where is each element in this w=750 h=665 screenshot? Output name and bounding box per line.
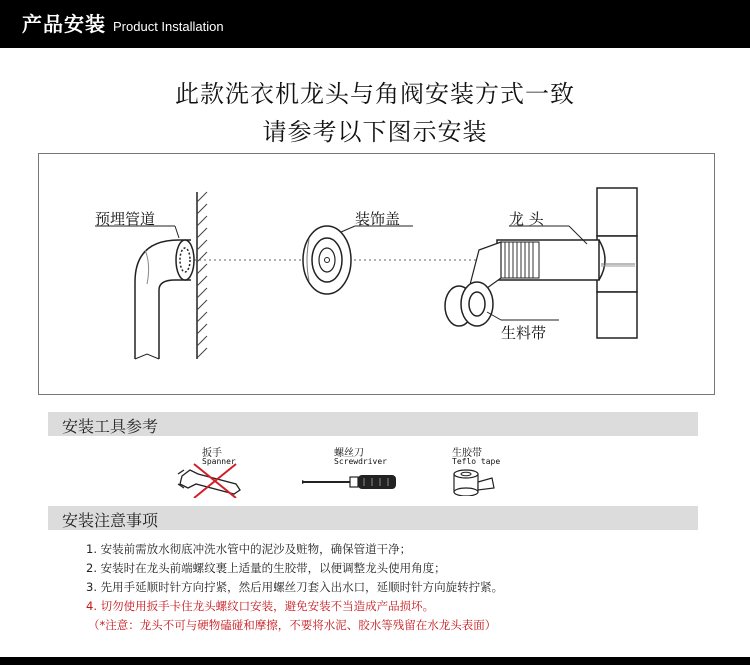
tape-roll-icon [448, 444, 508, 496]
notes-section-bar [48, 506, 698, 530]
tool-tape-zh: 生胶带 [452, 448, 482, 459]
wrench-crossed-out-icon [176, 444, 256, 498]
label-tape: 生料带 [501, 324, 547, 342]
installation-diagram [38, 153, 715, 395]
footer-bar [0, 657, 750, 665]
label-cover: 装饰盖 [355, 210, 401, 228]
tape-roll-on-faucet-icon [445, 282, 493, 326]
note-warning: （*注意：龙头不可与硬物磕碰和摩擦，不要将水泥、胶水等残留在水龙头表面） [88, 618, 497, 632]
thread-icon [501, 242, 539, 278]
note-item-caution: 4. 切勿使用扳手卡住龙头螺纹口安装，避免安装不当造成产品损坏。 [86, 599, 435, 613]
headline-line-1: 此款洗衣机龙头与角阀安装方式一致 [175, 80, 575, 108]
decorative-cover-icon [303, 226, 351, 294]
header-title-zh: 产品安装 [22, 12, 106, 36]
notes-section-title: 安装注意事项 [62, 511, 159, 530]
tools-section-bar [48, 412, 698, 436]
tool-spanner [176, 444, 256, 498]
tool-screwdriver [302, 444, 402, 494]
tool-spanner-zh: 扳手 [202, 448, 222, 459]
label-embedded-pipe: 预埋管道 [95, 210, 156, 228]
tool-screwdriver-zh: 螺丝刀 [334, 448, 364, 459]
tool-screwdriver-en: Screwdriver [334, 457, 387, 466]
header-title-en: Product Installation [113, 19, 224, 34]
tool-spanner-en: Spanner [202, 457, 236, 466]
page-header [0, 0, 750, 48]
tool-tape-en: Teflo tape [452, 457, 501, 466]
headline-line-2: 请参考以下图示安装 [262, 118, 488, 146]
installation-diagram-svg [39, 154, 714, 394]
screwdriver-icon [302, 444, 402, 494]
tools-section-title: 安装工具参考 [62, 417, 159, 436]
notes-list [86, 540, 706, 635]
note-item: 1. 安装前需放水彻底冲洗水管中的泥沙及赃物，确保管道干净； [86, 542, 412, 556]
embedded-pipe-icon [135, 240, 194, 359]
note-item: 3. 先用手延顺时针方向拧紧，然后用螺丝刀套入出水口，延顺时针方向旋转拧紧。 [86, 580, 504, 594]
tool-tape [448, 444, 508, 496]
note-item: 2. 安装时在龙头前端螺纹裹上适量的生胶带，以便调整龙头使用角度； [86, 561, 446, 575]
label-faucet: 龙 头 [509, 210, 544, 228]
wall-icon [197, 192, 207, 359]
